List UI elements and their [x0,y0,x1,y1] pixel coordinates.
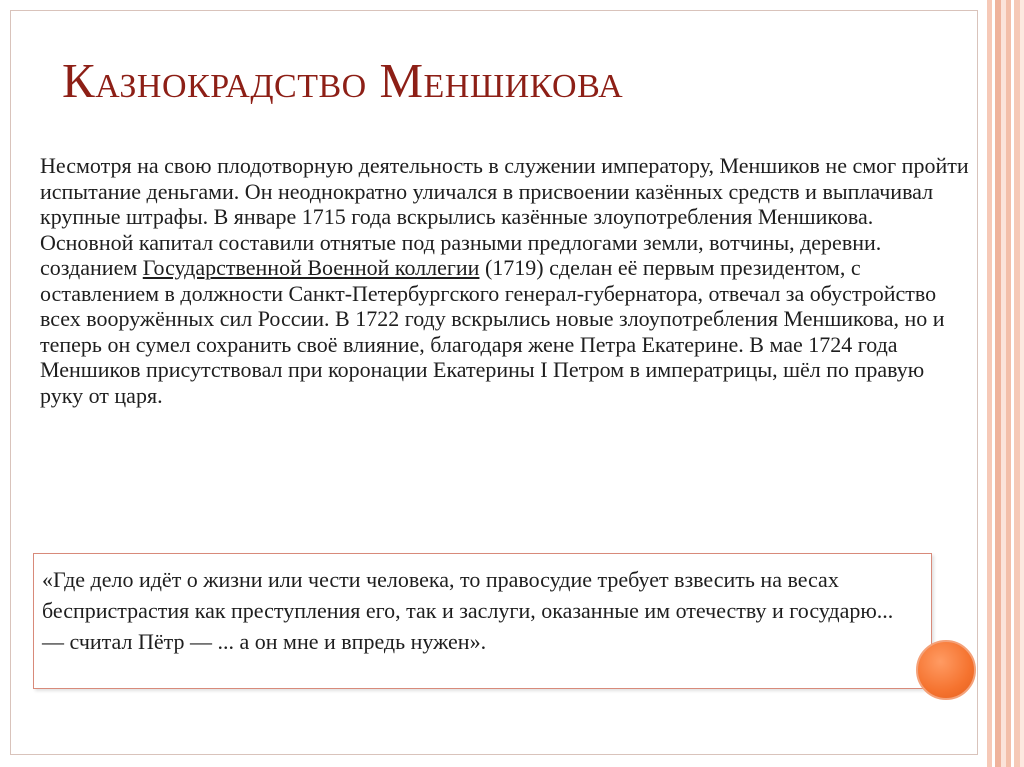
quote-text: «Где дело идёт о жизни или чести человека, то правосудие требует взвесить на весах беспристрастия как преступления его, так и заслуги, оказанные им отечеству и государю... — считал Пётр — ... а он мне и впредь нужен». [42,567,894,654]
body-paragraph [40,153,970,408]
body-text-part2: (1719) сделан её первым президентом, с оставлением в должности Санкт-Петербургского генерал-губернатора, отвечал за обустройство всех вооружённых сил России. В 1722 году вскрылись новые злоупотребления Меншикова, но и теперь он сумел сохранить своё влияние, благодаря жене Петра Екатерине. В мае 1724 года Меншиков присутствовал при коронации Екатерины I Петром в императрицы, шёл по правую руку от царя. [40,255,945,408]
orange-circle-decoration [916,640,976,700]
slide-title: Казнокрадство Меншикова [62,53,624,108]
quote-box [33,553,932,689]
decorative-stripes [984,0,1024,767]
military-collegium-link[interactable]: Государственной Военной коллегии [142,255,480,280]
body-text-part1: Несмотря на свою плодотворную деятельность в служении императору, Меншиков не смог пройти испытание деньгами. Он неоднократно уличался в присвоении казённых средств и выплачивал крупные штрафы. В январе 1715 года вскрылись казённые злоупотребления Меншикова. Основной капитал составили отнятые под разными предлогами земли, вотчины, деревни. созданием [40,153,969,280]
